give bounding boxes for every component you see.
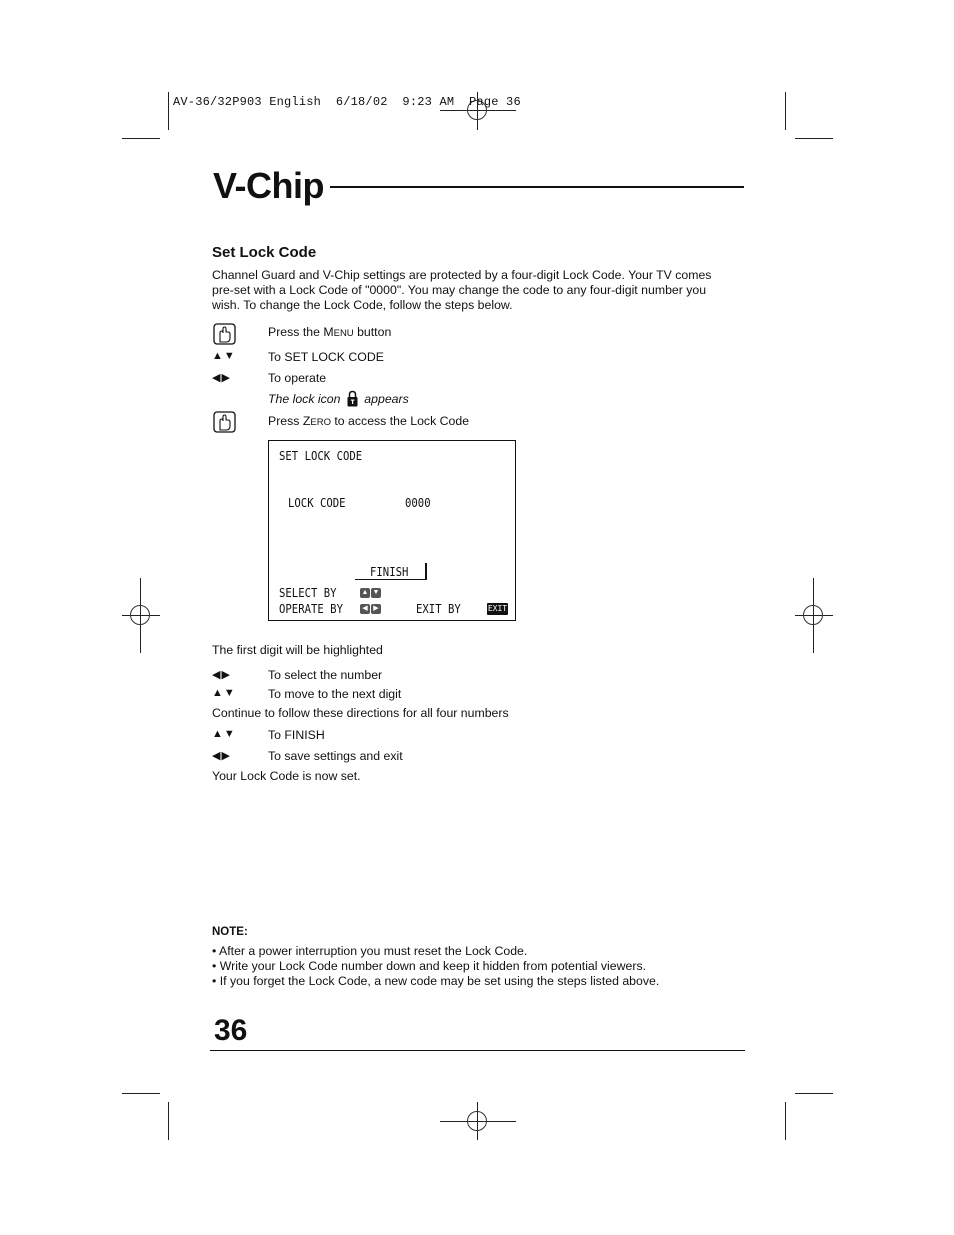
continue-text: Continue to follow these directions for all four numbers <box>212 706 509 720</box>
section-heading: Set Lock Code <box>212 244 317 261</box>
note-heading: NOTE: <box>212 926 248 938</box>
right-button-icon: ▶ <box>371 604 381 614</box>
up-down-arrows-icon: ▲▼ <box>212 687 236 699</box>
operate-by-label: OPERATE BY <box>279 601 343 616</box>
exit-button-icon: EXIT <box>487 604 508 613</box>
up-down-arrows-icon: ▲▼ <box>212 350 236 362</box>
intro-paragraph: Channel Guard and V-Chip settings are protected by a four-digit Lock Code. Your TV comes pre-set with a Lock Code of "0000". You may change the code to any four-digit number you wish. To change the Lock Code, follow the steps below. <box>212 268 712 312</box>
finish-option[interactable]: FINISH <box>355 563 427 580</box>
footer-rule <box>210 1050 745 1051</box>
note-item: • After a power interruption you must reset the Lock Code. <box>212 944 528 958</box>
done-text: Your Lock Code is now set. <box>212 769 361 783</box>
title-rule <box>330 186 744 188</box>
left-right-arrows-icon: ◀▶ <box>212 372 231 384</box>
left-right-arrows-icon: ◀▶ <box>212 669 231 681</box>
lock-icon <box>347 390 358 407</box>
left-button-icon: ◀ <box>360 604 370 614</box>
down-button-icon: ▼ <box>372 589 380 596</box>
print-slug: AV-36/32P903 English 6/18/02 9:23 AM Page 36 <box>173 95 521 109</box>
menu-title: SET LOCK CODE <box>279 448 363 463</box>
first-digit-text: The first digit will be highlighted <box>212 643 383 657</box>
lock-code-label: LOCK CODE <box>288 495 346 510</box>
up-down-arrows-icon: ▲▼ <box>212 728 236 740</box>
tv-screen-menu <box>268 440 516 621</box>
lock-code-value[interactable]: 0000 <box>405 495 431 510</box>
page-number: 36 <box>214 1014 248 1047</box>
remote-press-icon <box>212 322 238 346</box>
left-right-arrows-icon: ◀▶ <box>212 750 231 762</box>
remote-press-icon <box>212 410 238 434</box>
select-by-label: SELECT BY <box>279 585 337 600</box>
note-list <box>212 944 659 989</box>
up-button-icon: ▲ <box>361 589 369 596</box>
page-title: V-Chip <box>213 165 324 206</box>
exit-by-label: EXIT BY <box>416 601 461 616</box>
note-item: • Write your Lock Code number down and keep it hidden from potential viewers. <box>212 959 647 973</box>
note-item: • If you forget the Lock Code, a new code may be set using the steps listed above. <box>212 974 660 988</box>
